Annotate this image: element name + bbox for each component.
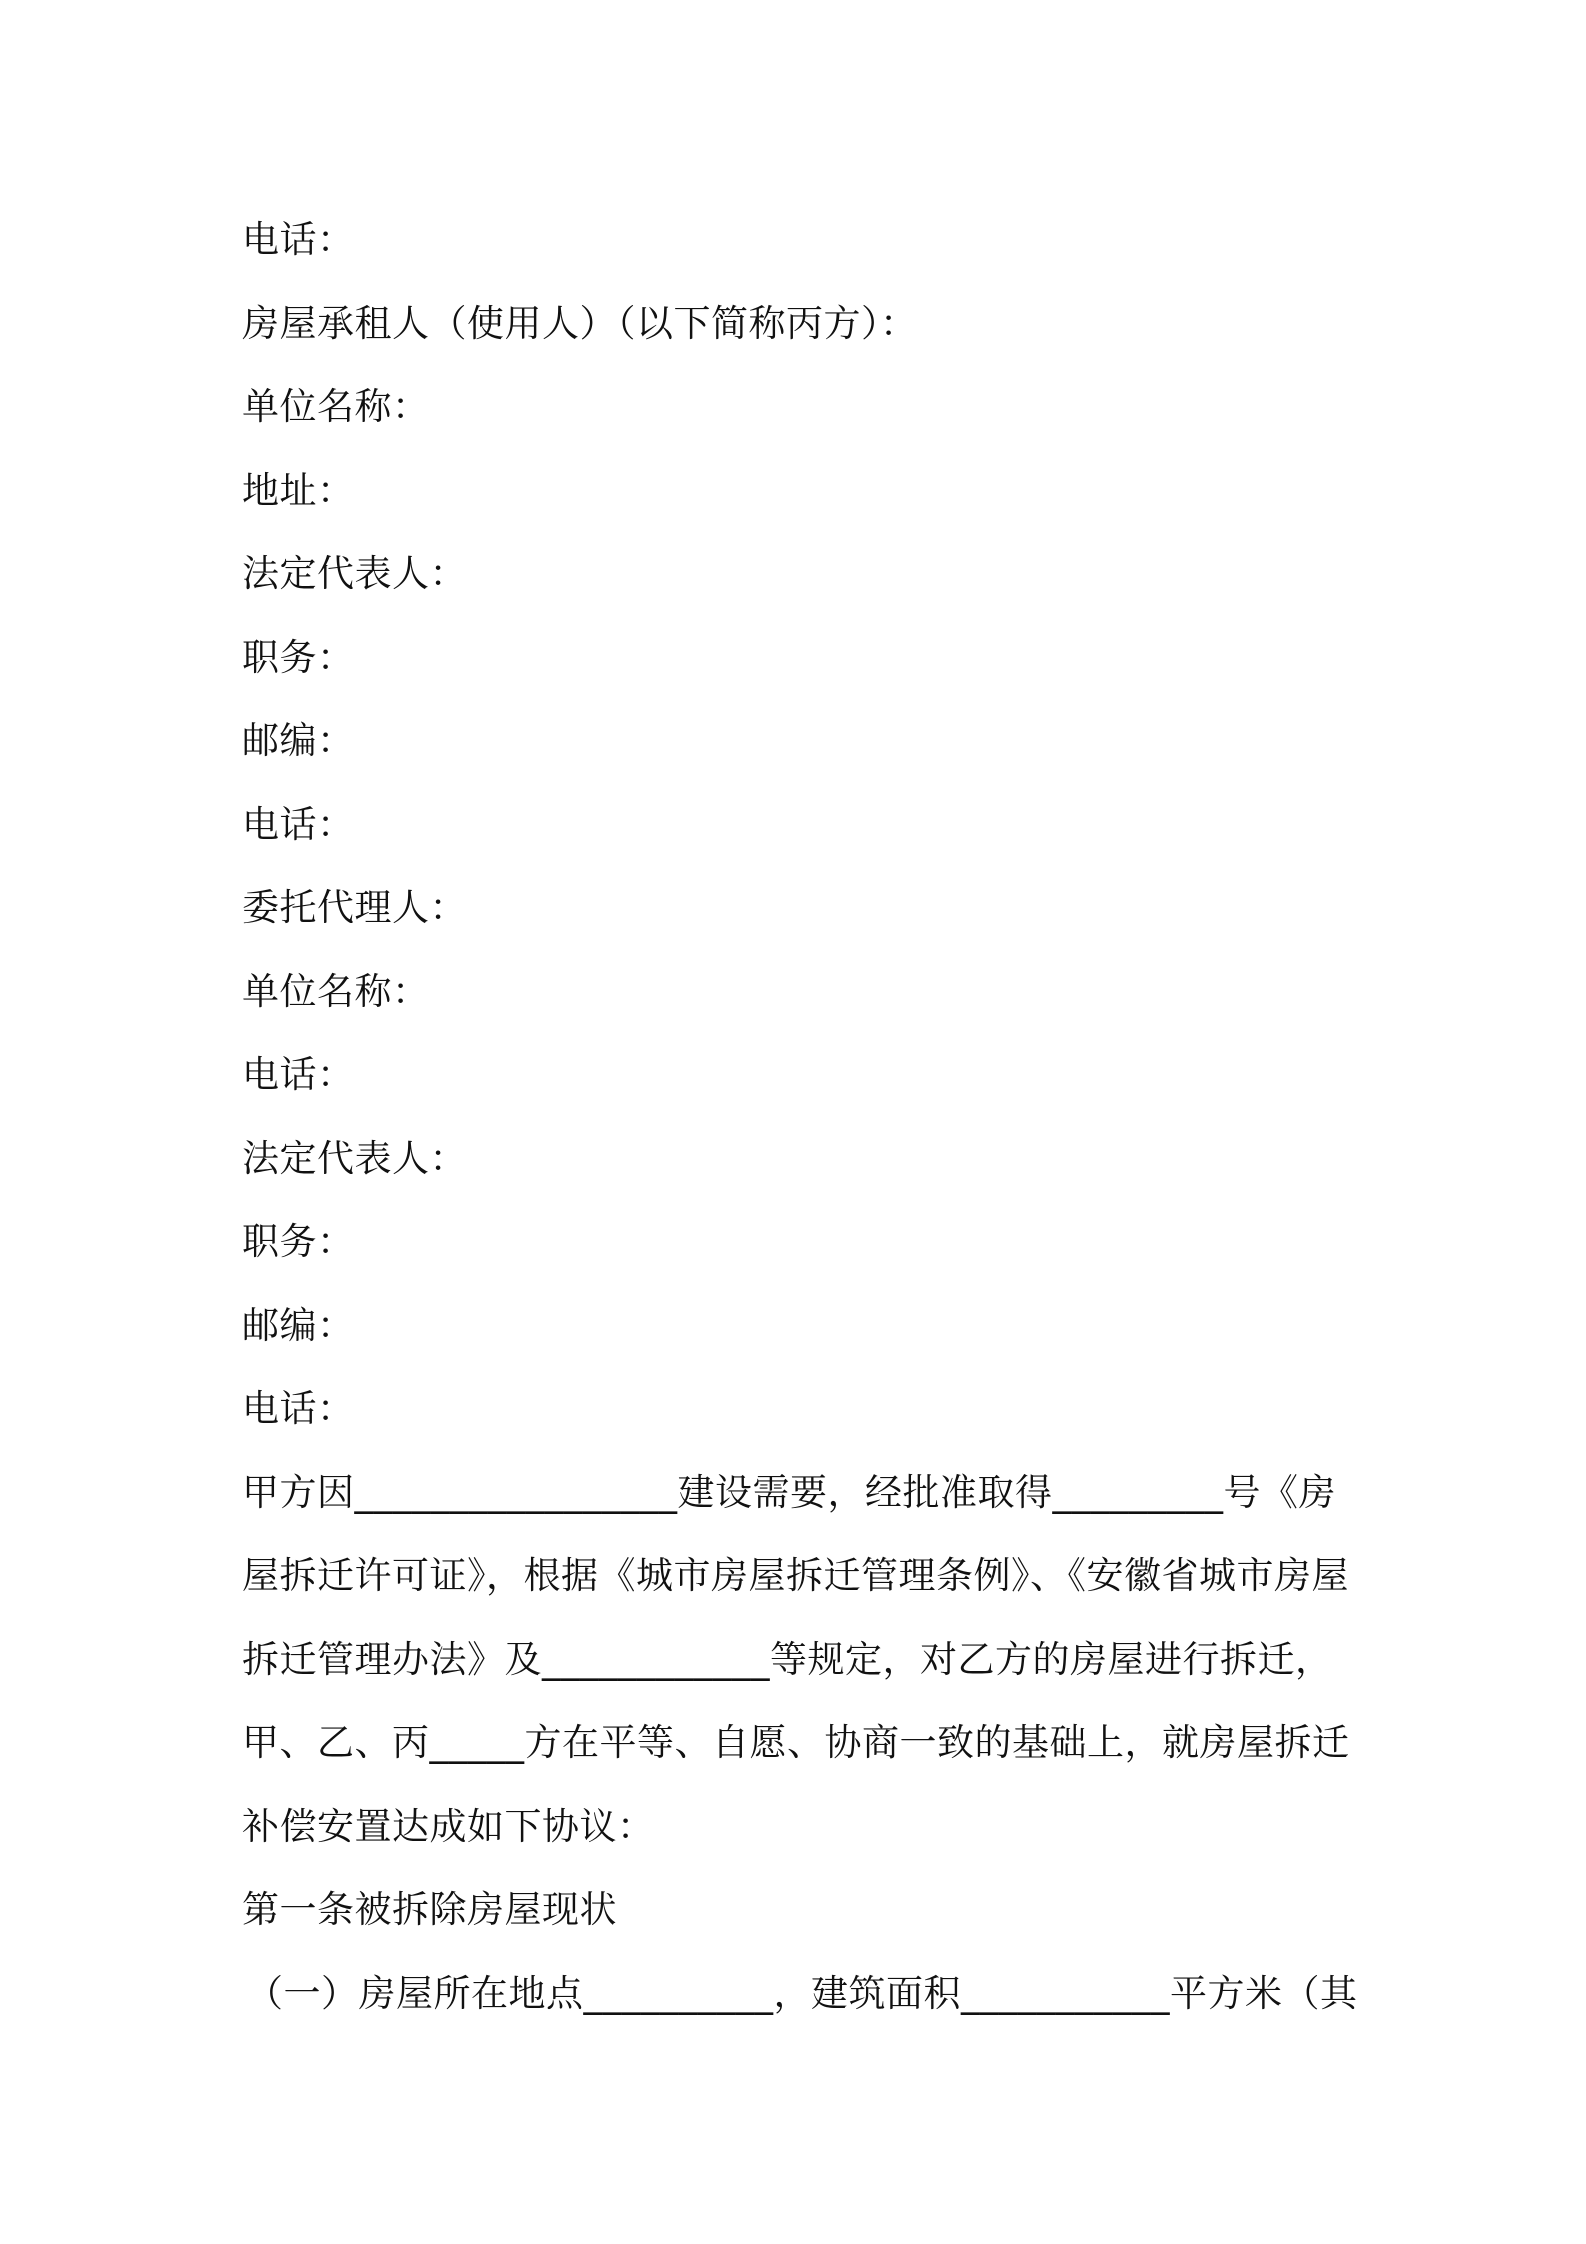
legal-representative-label: 法定代表人： (242, 552, 467, 595)
phone-label: 电话： (242, 218, 355, 261)
position-label: 职务： (242, 635, 355, 679)
agreement-paragraph-line: 补偿安置达成如下协议： (242, 1804, 655, 1848)
phone-label: 电话： (242, 802, 355, 846)
agreement-paragraph-line: 屋拆迁许可证》，根据《城市房屋拆迁管理条例》、《安徽省城市房屋 (242, 1554, 1349, 1597)
agreement-paragraph-line: 甲方因_________________建设需要，经批准取得_________号《房 (242, 1470, 1336, 1514)
agreement-paragraph-line: 甲、乙、丙_____方在平等、自愿、协商一致的基础上，就房屋拆迁 (242, 1721, 1350, 1764)
position-label: 职务： (242, 1220, 355, 1263)
article-title: 第一条被拆除房屋现状 (242, 1888, 617, 1931)
legal-representative-label: 法定代表人： (242, 1136, 467, 1180)
agent-label: 委托代理人： (242, 886, 467, 929)
unit-name-label: 单位名称： (242, 385, 430, 428)
postcode-label: 邮编： (242, 1303, 355, 1347)
postcode-label: 邮编： (242, 719, 355, 762)
phone-label: 电话： (242, 1387, 355, 1430)
tenant-heading: 房屋承租人（使用人）（以下简称丙方）： (242, 301, 918, 345)
document-body (242, 198, 1358, 2035)
phone-label: 电话： (242, 1053, 355, 1096)
unit-name-label: 单位名称： (242, 969, 430, 1013)
article-item-1: （一）房屋所在地点__________，建筑面积___________平方米（其 (246, 1971, 1358, 2015)
agreement-paragraph-line: 拆迁管理办法》及____________等规定，对乙方的房屋进行拆迁， (242, 1637, 1333, 1681)
address-label: 地址： (242, 468, 355, 512)
